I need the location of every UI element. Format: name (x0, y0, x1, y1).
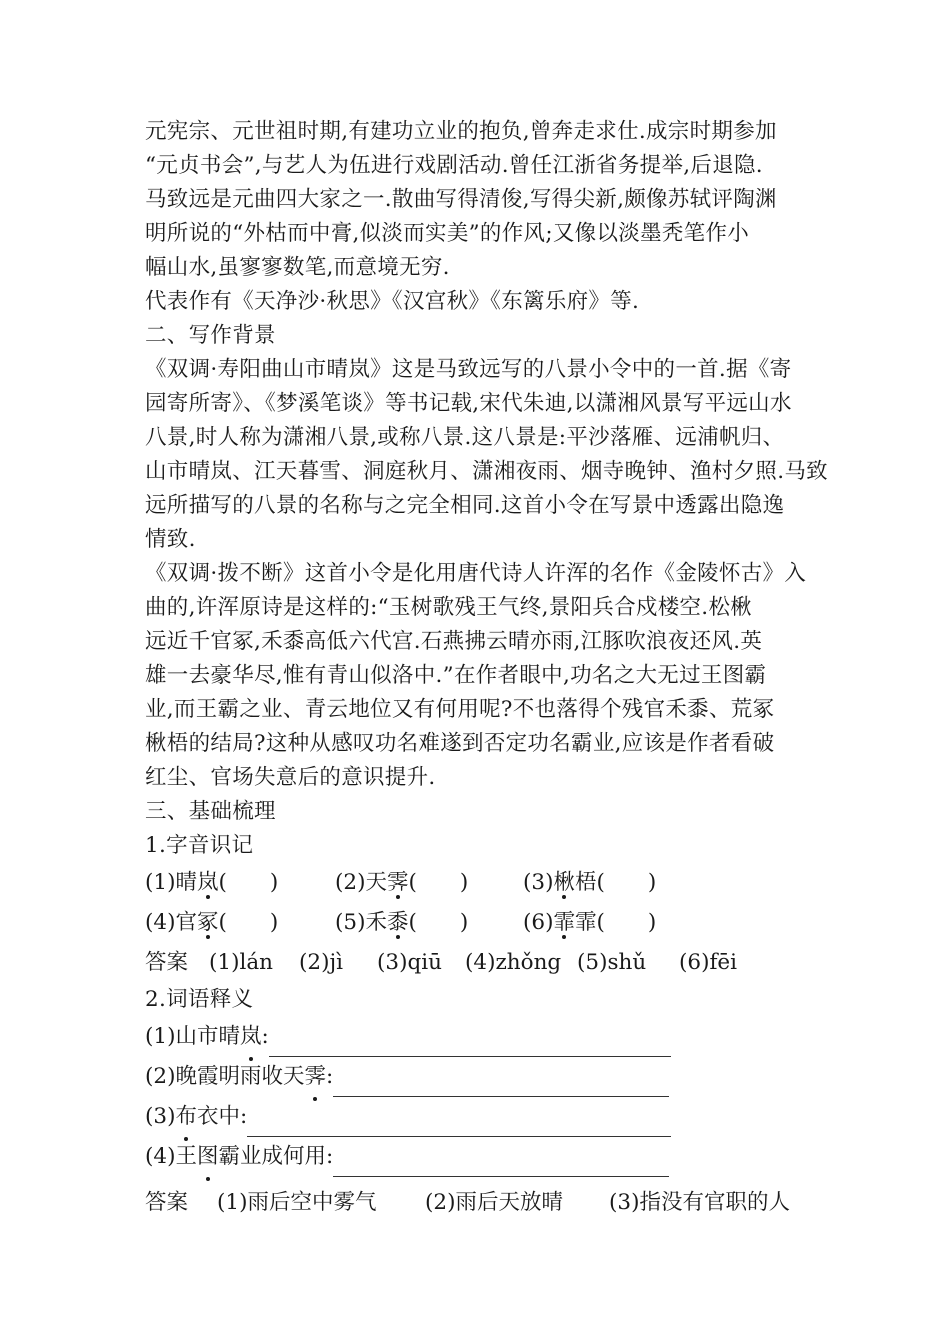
answer-item: (2)雨后天放晴 (425, 1190, 563, 1215)
subsection-heading: 1.字音识记 (145, 833, 254, 858)
answer-item: (3)qiū (377, 950, 442, 975)
vocab-answer (145, 1183, 815, 1223)
emphasis-dot-char: 岚 (240, 1017, 262, 1057)
paragraph-line: 《双调·寿阳曲山市晴岚》这是马致远写的八景小令中的一首.据《寄 (145, 357, 792, 382)
paragraph-line: 远所描写的八景的名称与之完全相同.这首小令在写景中透露出隐逸 (145, 493, 785, 518)
answer-blank[interactable]: ( ) (218, 870, 279, 895)
vocab-exercise (145, 983, 815, 1223)
paragraph-line: 元宪宗、元世祖时期,有建功立业的抱负,曾奔走求仕.成宗时期参加 (145, 119, 777, 144)
emphasis-dot-char: 冢 (196, 910, 219, 935)
document-page (145, 115, 828, 1223)
pronunciation-exercise (145, 863, 815, 983)
paragraph-line: 《双调·拨不断》这首小令是化用唐代诗人许浑的名作《金陵怀古》入 (145, 561, 807, 586)
paragraph-line: 代表作有《天净沙·秋思》《汉宫秋》《东篱乐府》等. (145, 289, 640, 314)
pronunciation-answer (145, 943, 815, 983)
emphasis-dot-char: 岚 (196, 870, 219, 895)
answer-item: (1)lán (209, 950, 273, 975)
answer-blank[interactable]: ( ) (408, 910, 469, 935)
emphasis-dot-char: 黍 (386, 910, 409, 935)
paragraph-line: 马致远是元曲四大家之一.散曲写得清俊,写得尖新,颇像苏轼评陶渊 (145, 187, 777, 212)
paragraph-line: 幅山水,虽寥寥数笔,而意境无穷. (145, 255, 450, 280)
vocab-item: (1) 山市晴 岚 : (145, 1017, 815, 1057)
emphasis-dot-char: 楸 (553, 870, 575, 895)
pronunciation-item: (1)晴岚( ) (145, 863, 335, 903)
paragraph-line: 明所说的“外枯而中膏,似淡而实美”的作风;又像以淡墨秃笔作小 (145, 221, 750, 246)
emphasis-dot-char: 霁 (304, 1057, 326, 1097)
pronunciation-item: (5)禾黍( ) (335, 903, 523, 943)
answer-blank[interactable]: ( ) (408, 870, 469, 895)
paragraph-line: 业,而王霸之业、青云地位又有何用呢?不也落得个残官禾黍、荒冢 (145, 697, 775, 722)
pronunciation-item: (6)霏霏( ) (523, 903, 659, 943)
section-heading: 三、基础梳理 (145, 799, 276, 824)
emphasis-dot-char: 霁 (386, 870, 409, 895)
paragraph-line: 园寄所寄》、《梦溪笔谈》等书记载,宋代朱迪,以潇湘风景写平远山水 (145, 391, 792, 416)
answer-item: (4)zhǒng (465, 950, 562, 975)
answer-blank-line[interactable] (333, 1070, 669, 1097)
answer-blank[interactable]: ( ) (596, 870, 657, 895)
answer-item: (2)jì (299, 950, 343, 975)
answer-blank-line[interactable] (247, 1110, 671, 1137)
pronunciation-item: (3)楸梧( ) (523, 863, 659, 903)
answer-item: (1)雨后空中雾气 (217, 1190, 377, 1215)
paragraph-line: 楸梧的结局?这种从感叹功名难遂到否定功名霸业,应该是作者看破 (145, 731, 775, 756)
paragraph-line: 曲的,许浑原诗是这样的:“玉树歌残王气终,景阳兵合戍楼空.松楸 (145, 595, 753, 620)
answer-label: 答案 (145, 1190, 189, 1215)
pronunciation-row (145, 903, 815, 943)
answer-label: 答案 (145, 950, 189, 975)
paragraph-line: 八景,时人称为潇湘八景,或称八景.这八景是:平沙落雁、远浦帆归、 (145, 425, 785, 450)
pronunciation-item: (2)天霁( ) (335, 863, 523, 903)
answer-item: (3)指没有官职的人 (609, 1190, 790, 1215)
paragraph-line: 山市晴岚、江天暮雪、洞庭秋月、潇湘夜雨、烟寺晚钟、渔村夕照.马致 (145, 459, 828, 484)
subsection-heading: 2.词语释义 (145, 987, 254, 1012)
paragraph-line: 情致. (145, 527, 196, 552)
paragraph-line: “元贞书会”,与艺人为伍进行戏剧活动.曾任江浙省务提举,后退隐. (145, 153, 763, 178)
emphasis-dot-char: 布 (175, 1097, 197, 1137)
vocab-item: (4) 王 图 霸业成何用 : (145, 1137, 815, 1177)
paragraph-line: 远近千官冢,禾黍高低六代宫.石燕拂云晴亦雨,江豚吹浪夜还风.英 (145, 629, 763, 654)
answer-blank[interactable]: ( ) (596, 910, 657, 935)
body-text (145, 115, 828, 863)
emphasis-dot-char: 图 (197, 1137, 219, 1177)
vocab-item: (3) 布 衣中 : (145, 1097, 815, 1137)
answer-item: (6)fēi (679, 950, 738, 975)
vocab-item: (2) 晚霞明雨收天 霁 : (145, 1057, 815, 1097)
answer-blank-line[interactable] (269, 1030, 671, 1057)
paragraph-line: 红尘、官场失意后的意识提升. (145, 765, 436, 790)
answer-blank[interactable]: ( ) (218, 910, 279, 935)
emphasis-dot-char: 霏 (553, 910, 575, 935)
answer-item: (5)shǔ (577, 950, 647, 975)
paragraph-line: 雄一去豪华尽,惟有青山似洛中.”在作者眼中,功名之大无过王图霸 (145, 663, 767, 688)
pronunciation-row (145, 863, 815, 903)
pronunciation-item: (4)官冢( ) (145, 903, 335, 943)
answer-blank-line[interactable] (333, 1150, 669, 1177)
section-heading: 二、写作背景 (145, 323, 276, 348)
